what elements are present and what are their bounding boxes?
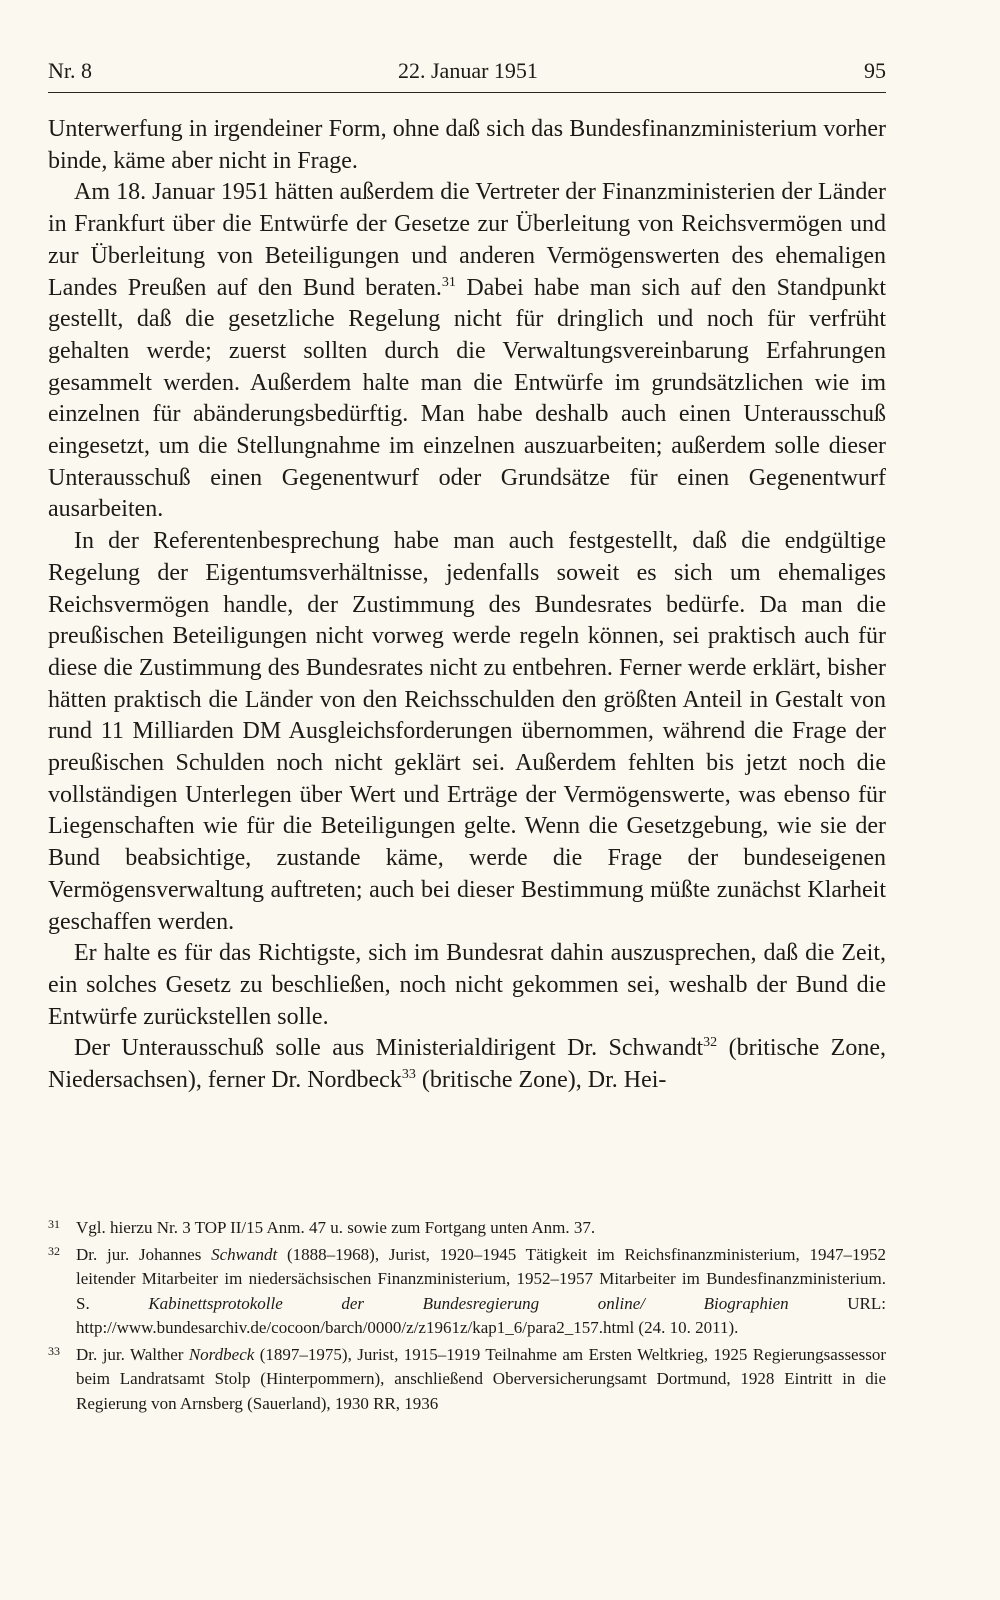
footnote-number: 33	[48, 1343, 60, 1358]
paragraph-1	[48, 114, 886, 177]
footnote-number: 31	[48, 1217, 60, 1231]
footnote-text-post: (1888–1968), Jurist, 1920–1945 Tätigkeit im Reichsfinanzministerium, 1947–1952 leitender Mitarbeiter im niedersächsischen Finanzministerium, 1952–1957 Mitarbeiter im Bundesfinanzministerium. S.	[76, 1244, 886, 1313]
paragraph-5-text-b: (britische Zone, Niedersachsen), ferner Dr. Nordbeck	[48, 1035, 886, 1094]
paragraph-2-text-a: Am 18. Januar 1951 hätten außerdem die Vertreter der Finanzministerien der Länder in Frankfurt über die Entwürfe der Gesetze zur Überleitung von Reichsvermögen und zur Überleitung von Beteiligungen und anderen Vermögenswerten des ehemaligen Landes Preußen auf den Bund beraten.	[48, 179, 886, 301]
paragraph-5-text-c: (britische Zone), Dr. Hei-	[415, 1067, 667, 1094]
running-header	[48, 52, 886, 93]
page-number: 95	[864, 58, 886, 83]
person-name: Nordbeck	[188, 1344, 255, 1364]
footnote-31	[48, 1216, 886, 1241]
paragraph-2-text-b: Dabei habe man sich auf den Standpunkt gestellt, daß die gesetzliche Regelung nicht für dringlich und noch für verfrüht gehalten werde; zuerst sollten durch die Verwaltungsvereinbarung Erfahrungen gesammelt werden. Außerdem halte man die Entwürfe im grundsätzlichen wie im einzelnen für abänderungsbedürftig. Man habe deshalb auch einen Unterausschuß eingesetzt, um die Stellungnahme im einzelnen auszuarbeiten; außerdem solle dieser Unterausschuß einen Gegenentwurf oder Grundsätze für einen Gegenentwurf ausarbeiten.	[48, 274, 886, 523]
paragraph-3-text: In der Referentenbesprechung habe man auch festgestellt, daß die endgültige Regelung der Eigentumsverhältnisse, jedenfalls soweit es sich um ehemaliges Reichsvermögen handle, der Zustimmung des Bundesrates bedürfe. Da man die preußischen Beteiligungen nicht vorweg werde regeln können, sei praktisch auch für diese die Zustimmung des Bundesrates nicht zu entbehren. Ferner werde erklärt, bisher hätten praktisch die Länder von den Reichsschulden den größten Anteil in Gestalt von rund 11 Milliarden DM Ausgleichsforderungen übernommen, während die Frage der preußischen Schulden noch nicht geklärt sei. Außerdem fehlten bis jetzt noch die vollständigen Unterlegen über Wert und Erträge der Vermögenswerte, was ebenso für Liegenschaften wie für die Beteiligungen gelte. Wenn die Gesetzgebung, wie sie der Bund beabsichtige, zustande käme, werde die Frage der bundeseigenen Vermögensverwaltung auftreten; auch bei dieser Bestimmung müßte zunächst Klarheit geschaffen werden.	[48, 528, 886, 935]
footnotes	[48, 1216, 886, 1418]
footnote-text-pre: Dr. jur. Johannes	[76, 1244, 212, 1264]
footnote-ref-32: 32	[703, 1035, 718, 1051]
paragraph-5	[48, 1033, 886, 1096]
document-date: 22. Januar 1951	[398, 58, 538, 83]
source-title: Kabinettsprotokolle der Bundesregierung online/ Biographien	[148, 1293, 789, 1313]
footnote-33	[48, 1343, 886, 1417]
footnote-text: Vgl. hierzu Nr. 3 TOP II/15 Anm. 47 u. sowie zum Fortgang unten Anm. 37.	[76, 1218, 596, 1237]
paragraph-4-text: Er halte es für das Richtigste, sich im Bundesrat dahin auszusprechen, daß die Zeit, ein solches Gesetz zu beschließen, noch nicht gekommen sei, weshalb der Bund die Entwürfe zurückstellen solle.	[48, 940, 886, 1030]
paragraph-5-text-a: Der Unterausschuß solle aus Ministerialdirigent Dr. Schwandt	[74, 1035, 704, 1062]
footnote-ref-33: 33	[401, 1067, 416, 1083]
footnote-32	[48, 1243, 886, 1341]
footnote-ref-31: 31	[441, 274, 456, 290]
main-text	[48, 114, 886, 1097]
paragraph-3	[48, 526, 886, 938]
source-url: URL: http://www.bundesarchiv.de/cocoon/barch/0000/z/z1961z/kap1_6/para2_157.html (24. 10. 2011).	[76, 1293, 886, 1337]
paragraph-4	[48, 938, 886, 1033]
footnote-text-post: (1897–1975), Jurist, 1915–1919 Teilnahme am Ersten Weltkrieg, 1925 Regierungsassessor beim Landratsamt Stolp (Hinterpommern), anschließend Oberversicherungsamt Dortmund, 1928 Eintritt in die Regierung von Arnsberg (Sauerland), 1930 RR, 1936	[76, 1344, 886, 1413]
footnote-number: 32	[48, 1243, 60, 1258]
footnote-text-pre: Dr. jur. Walther	[76, 1344, 189, 1364]
paragraph-2	[48, 177, 886, 526]
paragraph-1-text: Unterwerfung in irgendeiner Form, ohne daß sich das Bundesfinanzministerium vorher binde, käme aber nicht in Frage.	[48, 116, 886, 174]
person-name: Schwandt	[211, 1244, 278, 1264]
document-number: Nr. 8	[48, 58, 92, 83]
